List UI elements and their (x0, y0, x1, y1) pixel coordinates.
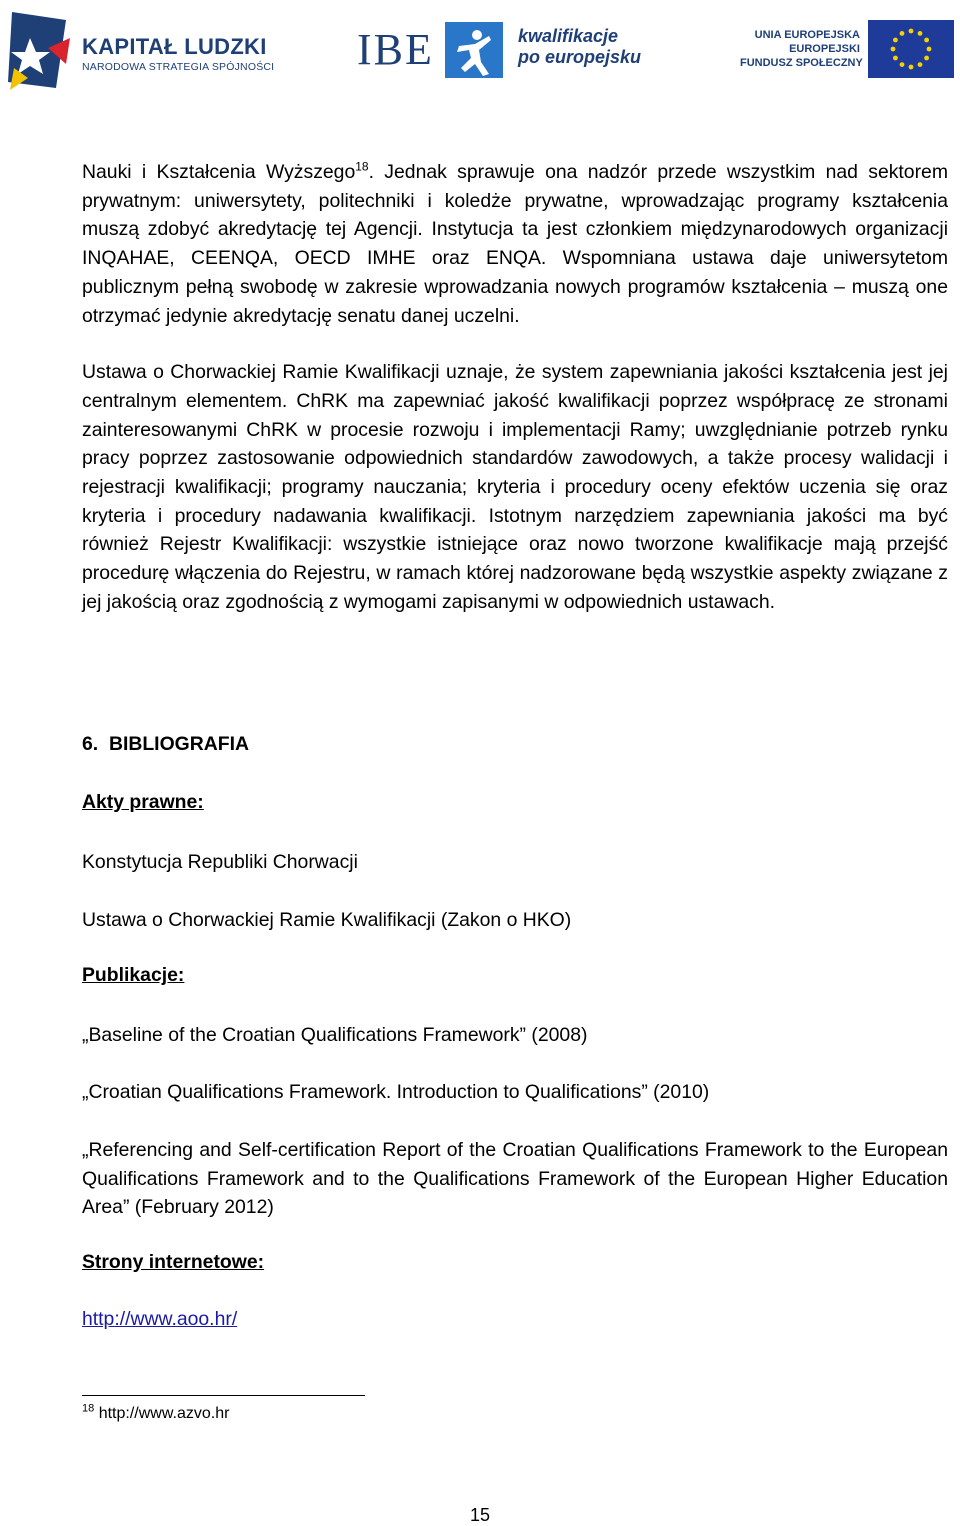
publications-heading: Publikacje: (82, 964, 185, 986)
eu-line1: UNIA EUROPEJSKA (754, 29, 860, 41)
paragraph-1 (82, 158, 948, 330)
kapital-ludzki-title: KAPITAŁ LUDZKI (82, 34, 267, 59)
footnote-ref: 18 (355, 159, 369, 174)
eu-star-icon (918, 62, 923, 67)
bibliography-heading: 6. BIBLIOGRAFIA (82, 733, 249, 755)
kwalifikacje-logo-text (518, 26, 641, 68)
eu-star-icon (924, 38, 929, 43)
eu-star-icon (893, 56, 898, 61)
kapital-ludzki-subtitle: NARODOWA STRATEGIA SPÓJNOŚCI (82, 61, 275, 73)
eu-star-icon (909, 65, 914, 70)
page-number: 15 (469, 1505, 491, 1525)
footnote-divider (82, 1395, 365, 1396)
eu-star-icon (927, 47, 932, 52)
act-item-2: Ustawa o Chorwackiej Ramie Kwalifikacji (Zakon o HKO) (82, 909, 572, 931)
paragraph-1-start: Nauki i Kształcenia Wyższego (82, 161, 356, 183)
kwalifikacje-line2: po europejsku (518, 47, 642, 67)
footnote-number: 18 (82, 1402, 95, 1415)
acts-heading: Akty prawne: (82, 791, 204, 813)
publication-item-3: „Referencing and Self-certification Report of the Croatian Qualifications Framework to the European Qualifications Framework and to the Qualifications Framework of the European Higher Education Area” (February 2012) (82, 1139, 948, 1219)
paragraph-2: Ustawa o Chorwackiej Ramie Kwalifikacji uznaje, że system zapewniania jakości kształcenia jest jej centralnym elementem. ChRK ma zapewniać jakość kwalifikacji poprzez współpracę ze stronami zainteresowanymi ChRK w procesie rozwoju i implementacji Ramy; uwzględnianie potrzeb rynku pracy poprzez zastosowanie odpowiednich standardów zawodowych, a także procesy walidacji i rejestracji kwalifikacji; programy nauczania; kryteria i procedury oceny efektów uczenia się oraz kryteria i procedury nadawania kwalifikacji. Istotnym narzędziem zapewniania jakości ma być również Rejestr Kwalifikacji: wszystkie istniejące oraz nowo tworzone kwalifikacje mają przejść procedurę włączenia do Rejestru, w ramach której nadzorowane będą wszystkie aspekty związane z jej jakością oraz zgodnością z wymogami zapisanymi w odpowiednich ustawach. (82, 361, 948, 613)
eu-star-icon (924, 56, 929, 61)
eu-logo-text (740, 28, 863, 70)
eu-star-icon (909, 29, 914, 34)
eu-line3: FUNDUSZ SPOŁECZNY (740, 57, 863, 69)
ibe-figure-logo (445, 22, 503, 78)
footnote-18 (82, 1402, 230, 1423)
paragraph-1-rest: . Jednak sprawuje ona nadzór przede wszystkim nad sektorem prywatnym: uniwersytety, politechniki i koledże prywatne, wprowadzając programy kształcenia muszą zdobyć akredytację tej Agencji. Instytucja ta jest członkiem międzynarodowych organizacji INQAHAE, CEENQA, OECD IMHE oraz ENQA. Wspomniana ustawa daje uniwersytetom publicznym pełną swobodę w zakresie wprowadzania nowych programów kształcenia – muszą one otrzymać jedynie akredytację senatu danej uczelni. (82, 161, 948, 327)
eu-star-icon (900, 31, 905, 36)
eu-star-icon (900, 62, 905, 67)
eu-star-icon (891, 47, 896, 52)
kwalifikacje-line1: kwalifikacje (518, 26, 619, 46)
website-link-aoo[interactable]: http://www.aoo.hr/ (82, 1308, 238, 1330)
eu-star-icon (893, 38, 898, 43)
body-text (82, 158, 948, 617)
publication-item-1: „Baseline of the Croatian Qualifications Framework” (2008) (82, 1024, 588, 1046)
page-header (0, 0, 960, 100)
footnote-text: http://www.azvo.hr (94, 1405, 230, 1422)
ibe-logo-text: IBE (357, 25, 434, 74)
eu-line2: EUROPEJSKI (789, 43, 860, 55)
publication-item-2: „Croatian Qualifications Framework. Introduction to Qualifications” (2010) (82, 1081, 710, 1103)
websites-heading: Strony internetowe: (82, 1251, 265, 1273)
eu-flag-icon (868, 20, 954, 78)
act-item-1: Konstytucja Republiki Chorwacji (82, 851, 358, 873)
eu-star-icon (918, 31, 923, 36)
